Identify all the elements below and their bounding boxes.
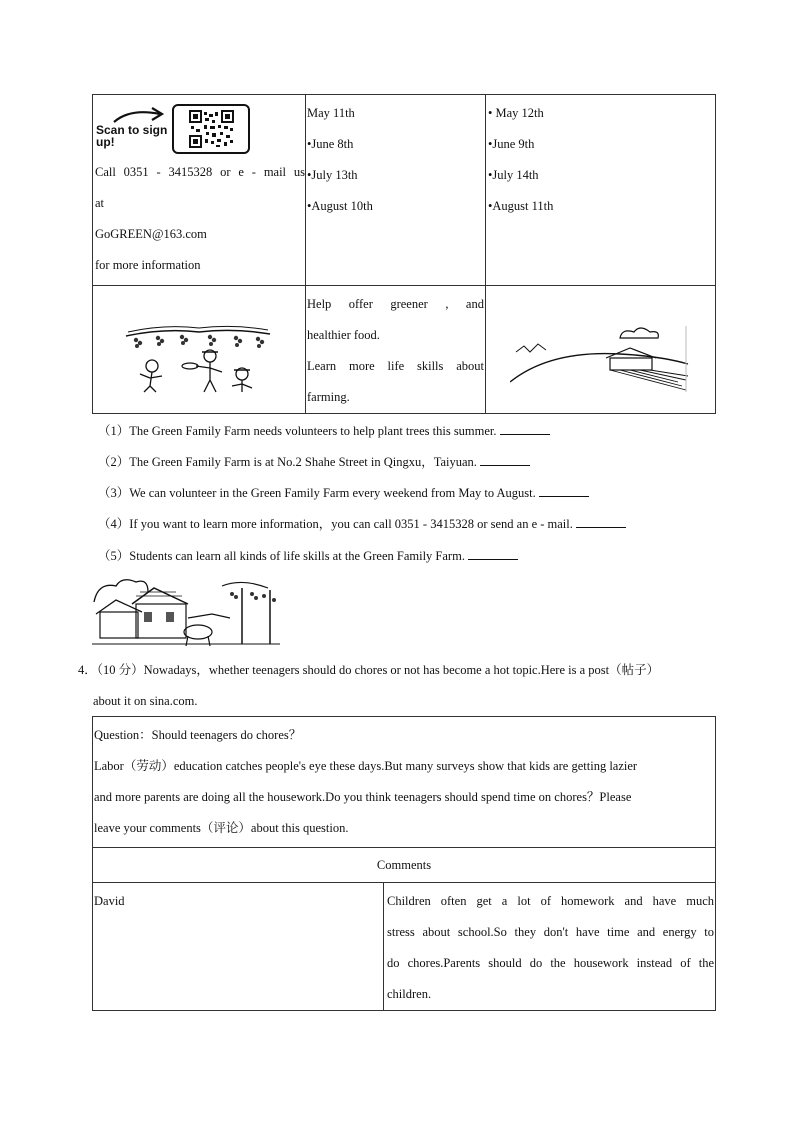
farmland-illustration	[510, 324, 690, 394]
grape-picking-illustration	[124, 322, 274, 394]
task-4-heading: 4．（10 分）Nowadays，whether teenagers should do chores or not has become a hot topic.Here is a post（帖子）	[78, 663, 660, 677]
post-body-line: leave your comments（评论）about this question.	[94, 821, 349, 835]
answer-blank[interactable]	[539, 484, 589, 497]
comment-line: stress about school.So they don't have time and energy to	[387, 925, 714, 939]
date-item: •August 11th	[488, 199, 554, 213]
date-item: •July 14th	[488, 168, 539, 182]
benefit-line: farming.	[307, 390, 350, 404]
task-4-heading-cont: about it on sina.com.	[93, 694, 198, 708]
scan-to-sign-up-label: Scan to sign up!	[96, 123, 168, 149]
post-cell	[93, 717, 716, 848]
date-item: •July 13th	[307, 168, 358, 182]
contact-line: at	[95, 196, 105, 210]
true-false-question	[98, 514, 626, 534]
contact-line: Call 0351 - 3415328 or e - mail us	[95, 165, 305, 179]
commenter-cell	[93, 883, 384, 1011]
contact-line: for more information	[95, 258, 201, 272]
true-false-question	[98, 421, 550, 441]
true-false-question	[98, 546, 518, 566]
date-item: May 11th	[307, 106, 355, 120]
dates-cell-1	[306, 95, 486, 286]
qr-code-icon	[176, 108, 246, 150]
question-text: （3）We can volunteer in the Green Family Farm every weekend from May to August.	[98, 486, 536, 500]
true-false-question	[98, 483, 589, 503]
post-question: Question：Should teenagers do chores？	[94, 728, 302, 742]
comments-header: Comments	[93, 848, 716, 883]
post-body-line: Labor（劳动）education catches people's eye these days.But many surveys show that kids are getting lazier	[94, 759, 638, 773]
post-body-line: and more parents are doing all the housework.Do you think teenagers should spend time on chores？Please	[94, 790, 632, 804]
answer-blank[interactable]	[468, 547, 518, 560]
arrow-icon	[110, 104, 170, 126]
comment-cell	[384, 883, 716, 1011]
answer-blank[interactable]	[500, 422, 550, 435]
answer-blank[interactable]	[480, 453, 530, 466]
date-item: • May 12th	[488, 106, 544, 120]
date-item: •August 10th	[307, 199, 373, 213]
comment-line: Children often get a lot of homework and have much	[387, 894, 714, 908]
date-item: •June 8th	[307, 137, 354, 151]
benefit-line: Learn more life skills about	[307, 359, 484, 373]
true-false-question	[98, 452, 530, 472]
dates-cell-2	[486, 95, 716, 286]
qr-code-frame	[172, 104, 250, 154]
benefit-line: healthier food.	[307, 328, 380, 342]
answer-blank[interactable]	[576, 515, 626, 528]
commenter-name: David	[94, 894, 125, 908]
signup-text	[93, 157, 305, 281]
comment-line: do chores.Parents should do the housework instead of the	[387, 956, 714, 970]
farmhouse-illustration	[92, 574, 282, 648]
question-text: （1）The Green Family Farm needs volunteers to help plant trees this summer.	[98, 424, 497, 438]
question-text: （2）The Green Family Farm is at No.2 Shahe Street in Qingxu，Taiyuan.	[98, 455, 477, 469]
post-table	[92, 716, 716, 1011]
question-text: （4）If you want to learn more information，you can call 0351 - 3415328 or send an e - mail.	[98, 517, 573, 531]
benefit-line: Help offer greener , and	[307, 297, 484, 311]
question-text: （5）Students can learn all kinds of life skills at the Green Family Farm.	[98, 549, 465, 563]
benefits-cell	[306, 286, 486, 414]
date-item: •June 9th	[488, 137, 535, 151]
comment-line: children.	[387, 987, 432, 1001]
contact-email: GoGREEN@163.com	[95, 227, 207, 241]
